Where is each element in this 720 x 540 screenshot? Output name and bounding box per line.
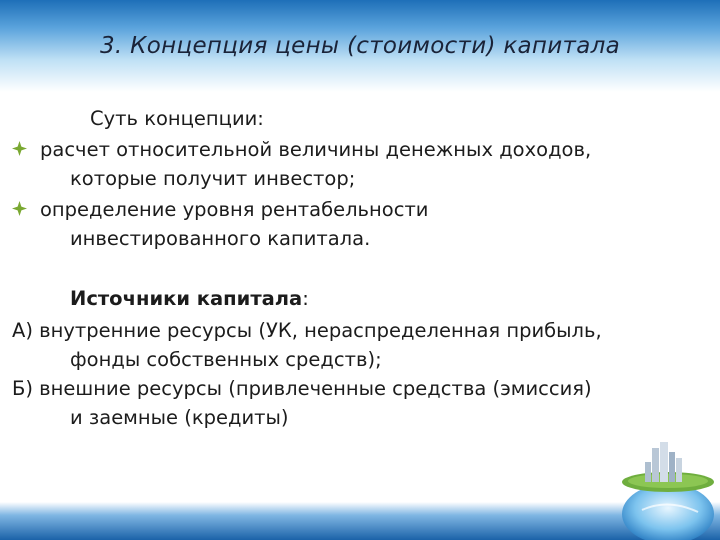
- bullet-1-line-1: расчет относительной величины денежных доходов,: [40, 138, 592, 161]
- slide-title: 3. Концепция цены (стоимости) капитала: [100, 33, 620, 59]
- source-a-line-2: фонды собственных средств);: [70, 348, 382, 371]
- sources-heading-text: Источники капитала: [70, 287, 303, 310]
- intro-text: Суть концепции:: [90, 107, 264, 130]
- diamond-bullet-icon: [12, 201, 27, 216]
- bullet-2-line-1: определение уровня рентабельности: [40, 198, 429, 221]
- sources-heading-colon: :: [302, 287, 309, 310]
- source-b-line-2: и заемные (кредиты): [70, 406, 289, 429]
- source-b-line-1: Б) внешние ресурсы (привлеченные средства (эмиссия): [12, 377, 592, 400]
- globe-city-icon: [612, 432, 720, 540]
- bullet-1-line-2: которые получит инвестор;: [70, 167, 356, 190]
- sources-heading: [70, 284, 309, 313]
- source-a-line-1: А) внутренние ресурсы (УК, нераспределенная прибыль,: [12, 319, 602, 342]
- bullet-2-line-2: инвестированного капитала.: [70, 227, 371, 250]
- diamond-bullet-icon: [12, 141, 27, 156]
